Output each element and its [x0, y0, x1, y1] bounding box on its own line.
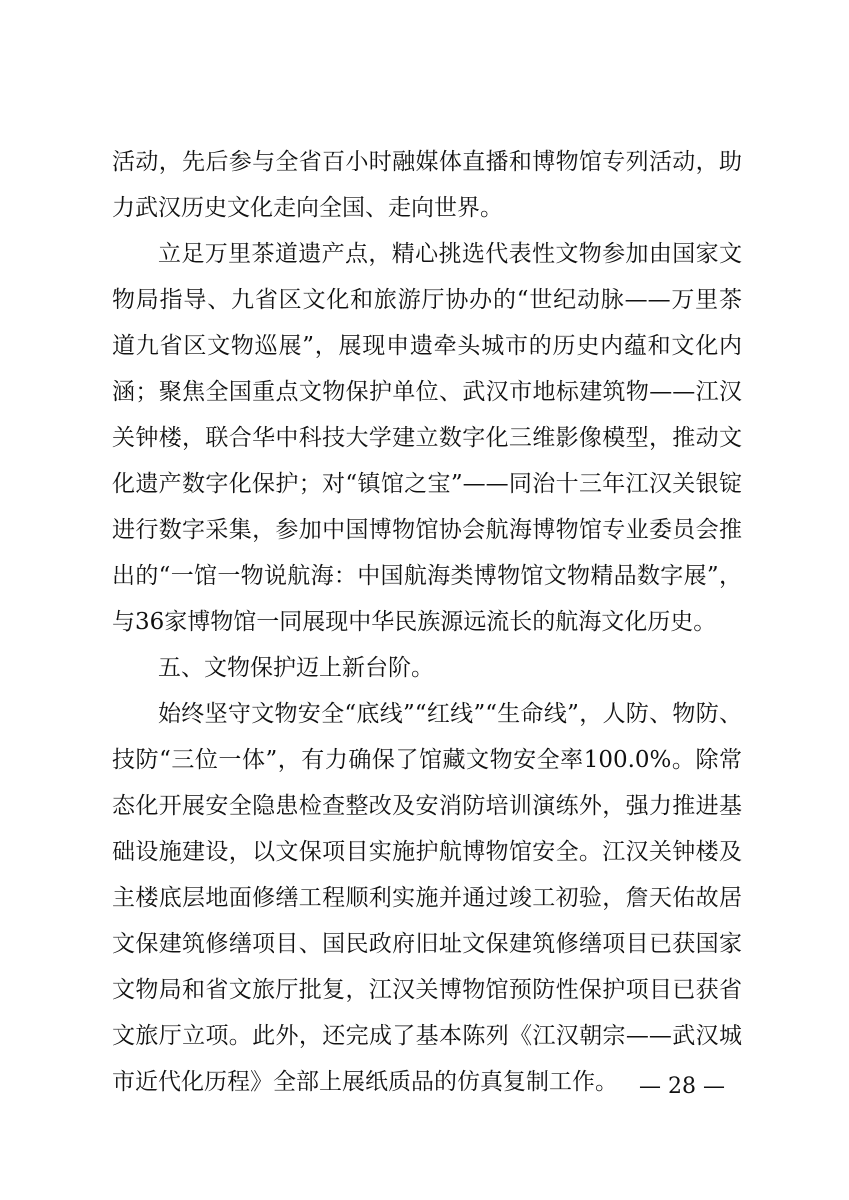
page-number: — 28 — — [639, 1074, 725, 1099]
section-heading: 五、文物保护迈上新台阶。 — [158, 655, 434, 681]
paragraph-protection: 始终坚守文物安全“底线”“红线”“生命线”，人防、物防、技防“三位一体”，有力确保了馆藏文物安全率100.0%。除常态化开展安全隐患检查整改及安消防培训演练外，强力推进基础设施建设，以文保项目实施护航博物馆安全。江汉关钟楼及主楼底层地面修缮工程顺利实施并通过竣工初验，詹天佑故居文保建筑修缮项目、国民政府旧址文保建筑修缮项目已获国家文物局和省文旅厅批复，江汉关博物馆预防性保护项目已获省文旅厅立项。此外，还完成了基本陈列《江汉朝宗——武汉城市近代化历程》全部上展纸质品的仿真复制工作。 — [112, 701, 742, 1095]
paragraph-continuation: 活动，先后参与全省百小时融媒体直播和博物馆专列活动，助力武汉历史文化走向全国、走向世界。 — [112, 149, 742, 221]
paragraph-tea-road: 立足万里茶道遗产点，精心挑选代表性文物参加由国家文物局指导、九省区文化和旅游厅协办的“世纪动脉——万里茶道九省区文物巡展”，展现申遗牵头城市的历史内蕴和文化内涵；聚焦全国重点文物保护单位、武汉市地标建筑物——江汉关钟楼，联合华中科技大学建立数字化三维影像模型，推动文化遗产数字化保护；对“镇馆之宝”——同治十三年江汉关银锭进行数字采集，参加中国博物馆协会航海博物馆专业委员会推出的“一馆一物说航海：中国航海类博物馆文物精品数字展”，与36家博物馆一同展现中华民族源远流长的航海文化历史。 — [112, 241, 742, 635]
document-body — [112, 139, 742, 1105]
